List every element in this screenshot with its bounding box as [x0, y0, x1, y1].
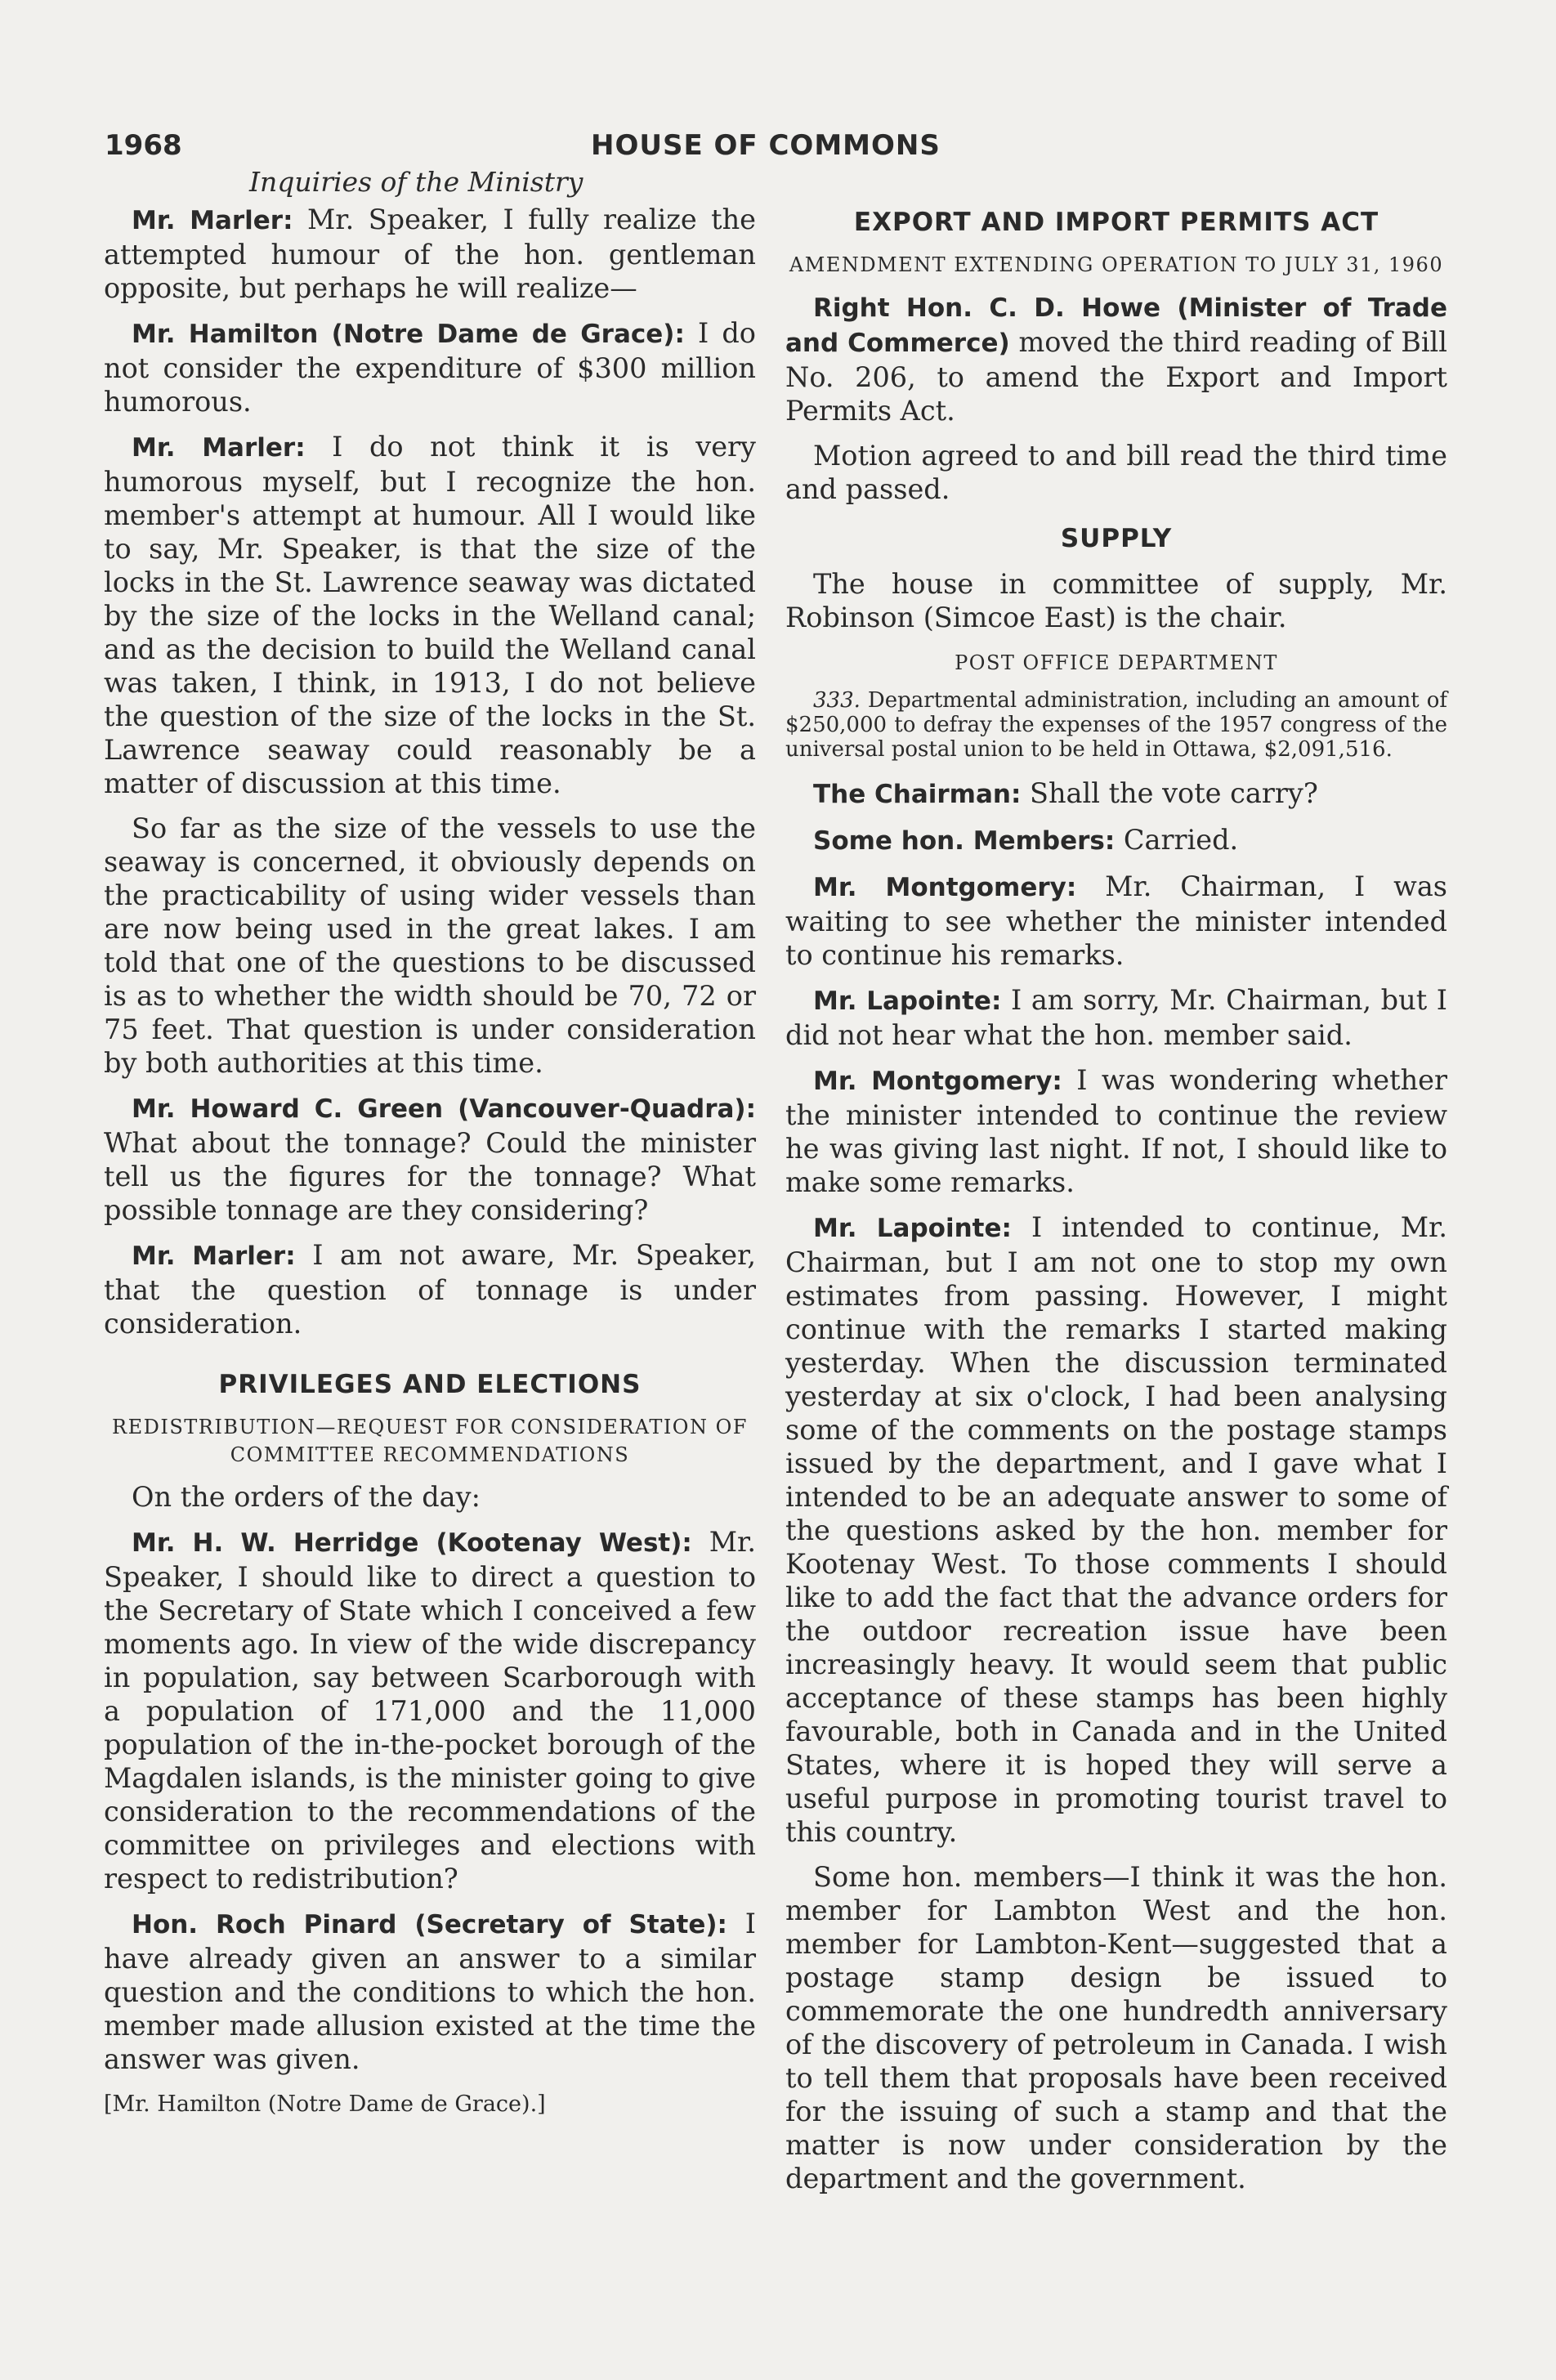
- paragraph-text: Mr. Speaker, I should like to direct a question to the Secretary of State which I conceived a few moments ago. In view of the wide discrepancy in population, say between Scarborough with a population of 171,000 and the 11,000 population of the in-the-pocket borough of the Magdalen islands, is the minister going to give consideration to the recommendations of the committee on privileges and elections with respect to redistribution?: [104, 1526, 756, 1895]
- paragraph-text: Shall the vote carry?: [1021, 777, 1318, 809]
- section-subheader: Inquiries of the Ministry: [249, 166, 584, 198]
- paragraph-text: I do not consider the expenditure of $300 million humorous.: [104, 317, 756, 418]
- paragraph-text: I am sorry, Mr. Chairman, but I did not hear what the hon. member said.: [785, 984, 1447, 1051]
- paragraph-text: Mr. Speaker, I fully realize the attempted humour of the hon. gentleman opposite, but perhaps he will realize—: [104, 204, 756, 304]
- speaker-name: Some hon. Members:: [813, 826, 1116, 856]
- section-subheading: REDISTRIBUTION—REQUEST FOR CONSIDERATION OF COMMITTEE RECOMMENDATIONS: [112, 1416, 748, 1466]
- paragraph: [785, 776, 1447, 812]
- page-number: 1968: [105, 129, 182, 162]
- paragraph: [104, 1238, 756, 1340]
- section-heading: PRIVILEGES AND ELECTIONS: [218, 1370, 642, 1399]
- speaker-name: Mr. H. W. Herridge (Kootenay West):: [132, 1528, 692, 1558]
- section-heading: SUPPLY: [1060, 524, 1173, 553]
- speaker-name: Mr. Montgomery:: [813, 873, 1077, 902]
- paragraph: On the orders of the day:: [132, 1481, 481, 1513]
- left-column: [104, 203, 756, 2121]
- paragraph-text: I intended to continue, Mr. Chairman, but I am not one to stop my own estimates from passing. However, I might continue with the remarks I started making yesterday. When the discussion terminated yesterday at six o'clock, I had been analysing some of the comments on the postage stamps issued by the department, and I gave what I intended to be an adequate answer to some of the questions asked by the hon. member for Kootenay West. To those comments I should like to add the fact that the advance orders for the outdoor recreation issue have been increasingly heavy. It would seem that public acceptance of these stamps has been highly favourable, both in Canada and in the United States, where it is hoped they will serve a useful purpose in promoting tourist travel to this country.: [785, 1211, 1447, 1848]
- paragraph: [104, 1091, 756, 1227]
- speaker-name: Mr. Hamilton (Notre Dame de Grace):: [132, 320, 685, 349]
- paragraph: [104, 203, 756, 305]
- section-subheading: POST OFFICE DEPARTMENT: [955, 651, 1278, 674]
- right-column: [785, 203, 1447, 2207]
- paragraph: Motion agreed to and bill read the third time and passed.: [785, 440, 1447, 505]
- paragraph: [785, 290, 1447, 427]
- speaker-name: Mr. Marler:: [132, 206, 293, 235]
- speaker-name: Mr. Montgomery:: [813, 1067, 1062, 1096]
- section-subheading: AMENDMENT EXTENDING OPERATION TO JULY 31, 1960: [789, 253, 1444, 276]
- paragraph: [785, 1210, 1447, 1849]
- paragraph-text: I was wondering whether the minister intended to continue the review he was giving last night. If not, I should like to make some remarks.: [785, 1064, 1447, 1198]
- speaker-name: Mr. Marler:: [132, 1241, 296, 1271]
- paragraph: So far as the size of the vessels to use the seaway is concerned, it obviously depends on the practicability of using wider vessels than are now being used in the great lakes. I am told that one of the questions to be discussed is as to whether the width should be 70, 72 or 75 feet. That question is under consideration by both authorities at this time.: [104, 812, 756, 1079]
- estimate-item: [785, 688, 1447, 762]
- paragraph: [104, 1907, 756, 2076]
- paragraph: [104, 1525, 756, 1895]
- item-text: Departmental administration, including an amount of $250,000 to defray the expenses of the 1957 congress of the universal postal union to be held in Ottawa, $2,091,516.: [785, 688, 1447, 762]
- speaker-name: Mr. Lapointe:: [813, 1214, 1012, 1243]
- speaker-name: Mr. Marler:: [132, 433, 306, 463]
- paragraph-text: Mr. Chairman, I was waiting to see whether the minister intended to continue his remarks.: [785, 870, 1447, 971]
- page-header: [105, 129, 1453, 170]
- paragraph: [785, 1063, 1447, 1199]
- paragraph: [785, 823, 1447, 858]
- paragraph: [785, 870, 1447, 972]
- item-number: 333.: [813, 688, 861, 713]
- speaker-name: The Chairman:: [813, 780, 1022, 809]
- paragraph-text: Carried.: [1115, 824, 1239, 856]
- paragraph: Some hon. members—I think it was the hon. member for Lambton West and the hon. member for Lambton-Kent—suggested that a postage stamp design be issued to commemorate the one hundredth anniversary of the discovery of petroleum in Canada. I wish to tell them that proposals have been received for the issuing of such a stamp and that the matter is now under consideration by the department and the government.: [785, 1861, 1447, 2194]
- paragraph-text: I do not think it is very humorous myself, but I recognize the hon. member's attempt at humour. All I would like to say, Mr. Speaker, is that the size of the locks in the St. Lawrence seaway was dictated by the size of the locks in the Welland canal; and as the decision to build the Welland canal was taken, I think, in 1913, I do not believe the question of the size of the locks in the St. Lawrence seaway could reasonably be a matter of discussion at this time.: [104, 431, 756, 799]
- running-title: HOUSE OF COMMONS: [591, 129, 941, 162]
- paragraph-text: I have already given an answer to a similar question and the conditions to which the hon. member made allusion existed at the time the answer was given.: [104, 1908, 756, 2075]
- paragraph-text: What about the tonnage? Could the minister tell us the figures for the tonnage? What possible tonnage are they considering?: [104, 1127, 756, 1226]
- paragraph: [104, 430, 756, 800]
- section-heading: EXPORT AND IMPORT PERMITS ACT: [853, 208, 1379, 237]
- paragraph-text: I am not aware, Mr. Speaker, that the question of tonnage is under consideration.: [104, 1239, 756, 1340]
- speaker-name: Mr. Lapointe:: [813, 986, 1002, 1016]
- paragraph: [785, 983, 1447, 1052]
- paragraph: The house in committee of supply, Mr. Robinson (Simcoe East) is the chair.: [785, 568, 1447, 633]
- speaker-name: Right Hon. C. D. Howe (Minister of Trade and Commerce): [785, 293, 1447, 358]
- speaker-name: Mr. Howard C. Green (Vancouver-Quadra):: [132, 1094, 756, 1124]
- footer-note: [Mr. Hamilton (Notre Dame de Grace).]: [104, 2091, 546, 2117]
- speaker-name: Hon. Roch Pinard (Secretary of State):: [132, 1910, 727, 1939]
- paragraph-text: moved the third reading of Bill No. 206, to amend the Export and Import Permits Act.: [785, 326, 1447, 427]
- paragraph: [104, 316, 756, 418]
